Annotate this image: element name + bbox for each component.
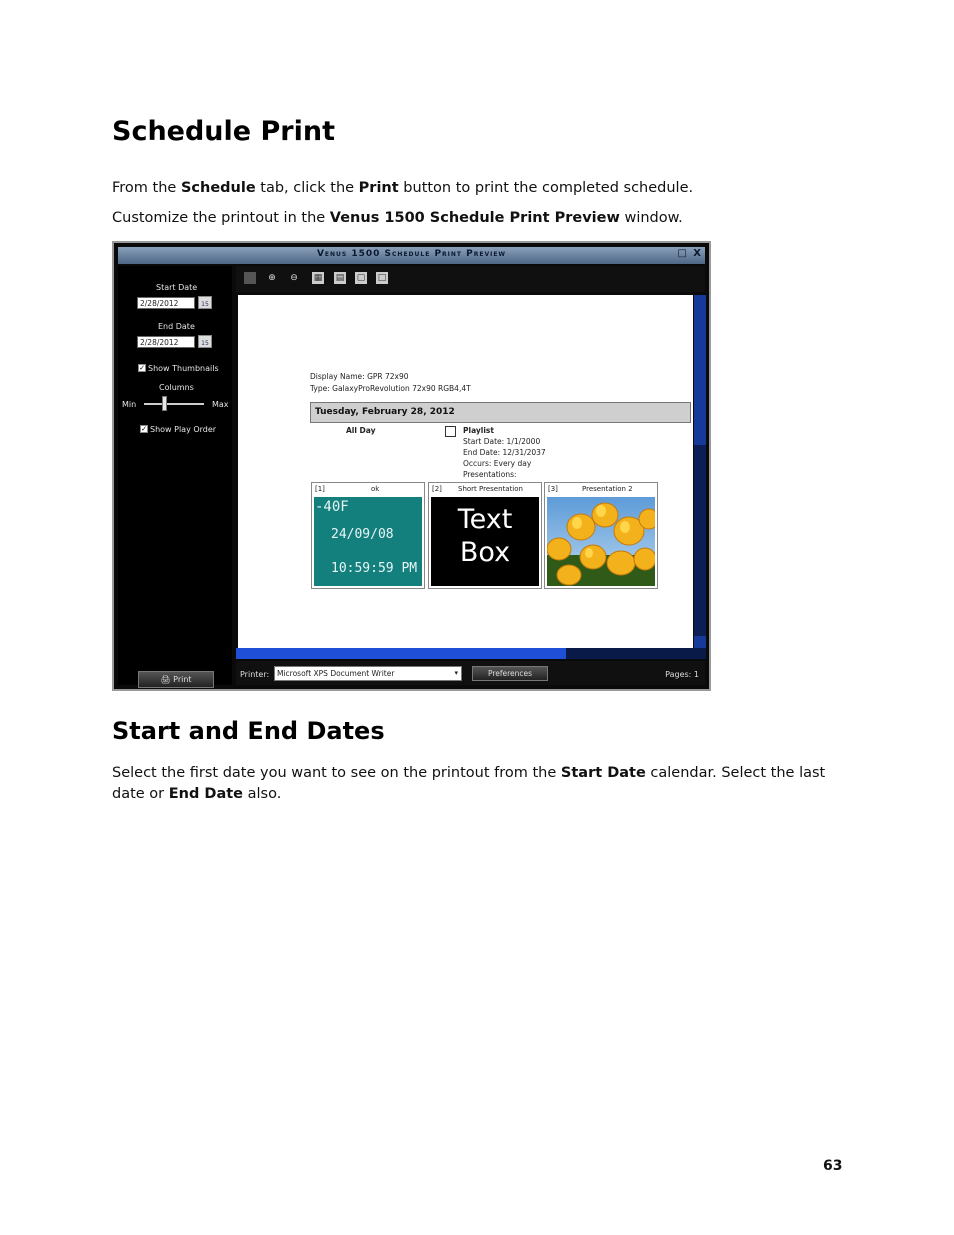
dropdown-arrow-icon: ▾: [454, 669, 458, 677]
show-thumbnails-checkbox[interactable]: ✓: [139, 364, 145, 372]
display-type: Type: GalaxyProRevolution 72x90 RGB4,4T: [310, 384, 471, 393]
print-preview-window-screenshot: [112, 241, 711, 691]
thumbnail-3: [3] Presentation 2: [544, 482, 658, 589]
end-date-field[interactable]: 2/28/2012: [137, 336, 195, 348]
two-page-view-icon[interactable]: ▤: [335, 273, 345, 283]
customize-paragraph: Customize the printout in the Venus 1500 Schedule Print Preview window.: [112, 210, 683, 226]
printer-select[interactable]: Microsoft XPS Document Writer ▾: [274, 666, 462, 681]
tulips-photo-icon: [547, 497, 655, 586]
window-titlebar: [118, 247, 705, 264]
section-title-start-end-dates: Start and End Dates: [112, 717, 385, 745]
thumbnail-1-image: -40F 24/09/08 10:59:59 PM: [314, 497, 422, 586]
options-sidebar: [118, 266, 232, 685]
intro-paragraph: From the Schedule tab, click the Print button to print the completed schedule.: [112, 180, 694, 196]
all-day-label: All Day: [346, 426, 376, 435]
day-header: Tuesday, February 28, 2012: [310, 402, 691, 423]
printer-label: Printer:: [240, 670, 270, 679]
min-label: Min: [122, 400, 137, 409]
vertical-scrollbar[interactable]: [694, 295, 706, 648]
playlist-label: Playlist: [463, 426, 494, 435]
preview-toolbar: [236, 266, 705, 292]
zoom-out-icon[interactable]: ⊖: [290, 273, 298, 283]
printer-bar: [236, 661, 705, 685]
thumbnail-1: [1] ok -40F 24/09/08 10:59:59 PM: [311, 482, 425, 589]
close-icon[interactable]: X: [693, 248, 701, 259]
playlist-end-date: End Date: 12/31/2037: [463, 448, 546, 457]
zoom-in-icon[interactable]: ⊕: [268, 273, 276, 283]
dates-paragraph: Select the first date you want to see on the printout from the Start Date calendar. Select the last date or End Date also.: [112, 765, 826, 802]
columns-label: Columns: [159, 383, 194, 392]
print-button[interactable]: 🖨 Print: [138, 671, 214, 688]
page-title: Schedule Print: [112, 116, 335, 147]
end-date-label: End Date: [158, 322, 195, 331]
start-date-calendar-icon[interactable]: 15: [198, 296, 212, 309]
page-icon[interactable]: [244, 272, 256, 284]
horizontal-scrollbar[interactable]: [236, 648, 706, 659]
columns-slider-track[interactable]: [144, 403, 204, 405]
start-date-field[interactable]: 2/28/2012: [137, 297, 195, 309]
show-play-order-label: Show Play Order: [150, 425, 217, 434]
preferences-button[interactable]: Preferences: [472, 666, 548, 681]
thumbnail-3-tulips-image: [547, 497, 655, 586]
four-page-view-icon[interactable]: ▦: [313, 273, 323, 283]
print-preview-page: [238, 295, 693, 648]
page-number: 63: [823, 1158, 843, 1174]
columns-slider-handle[interactable]: [162, 396, 167, 411]
pages-count: Pages: 1: [665, 670, 699, 679]
printer-icon: 🖨: [160, 675, 174, 684]
playlist-presentations-label: Presentations:: [463, 470, 517, 479]
playlist-start-date: Start Date: 1/1/2000: [463, 437, 541, 446]
max-label: Max: [212, 400, 229, 409]
start-date-label: Start Date: [156, 283, 198, 292]
thumbnail-2: [2] Short Presentation Text Box: [428, 482, 542, 589]
restore-icon[interactable]: □: [677, 248, 687, 259]
thumbnail-2-image: Text Box: [431, 497, 539, 586]
show-thumbnails-label: Show Thumbnails: [148, 364, 219, 373]
playlist-checkbox: [445, 426, 456, 437]
one-page-view-icon[interactable]: ▢: [356, 273, 366, 283]
show-play-order-checkbox[interactable]: ✓: [141, 425, 147, 433]
whole-page-icon[interactable]: □: [377, 273, 387, 283]
end-date-calendar-icon[interactable]: 15: [198, 335, 212, 348]
playlist-occurs: Occurs: Every day: [463, 459, 532, 468]
display-name: Display Name: GPR 72x90: [310, 372, 409, 381]
window-title: Venus 1500 Schedule Print Preview: [316, 249, 507, 259]
